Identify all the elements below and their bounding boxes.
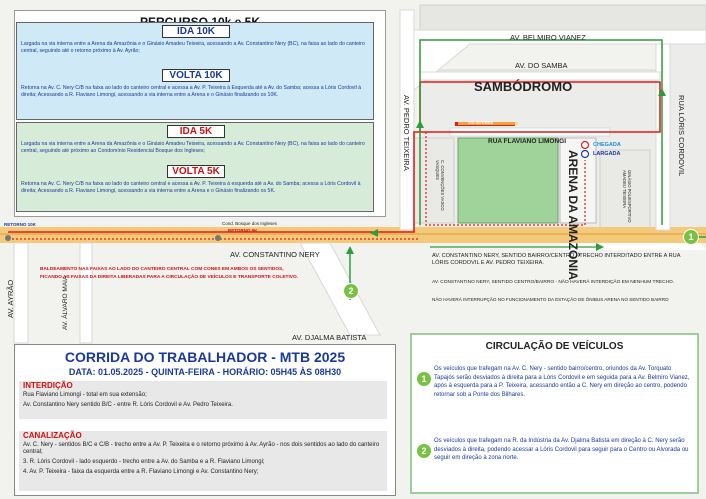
ginasio-label: GINÁSIO POLIESPORTIVO AMADEU TEIXEIRA bbox=[622, 170, 632, 223]
ida-5k-label: IDA 5K bbox=[167, 125, 225, 138]
loris-label: RUA LÓRIS CORDOVIL bbox=[677, 95, 686, 177]
start-marker bbox=[582, 151, 589, 158]
alvaro-label: AV. ÁLVARO MAIA bbox=[62, 275, 69, 330]
alvaro-road bbox=[80, 243, 92, 343]
chegada-label: CHEGADA bbox=[593, 142, 621, 148]
circulation-text-2: Os veículos que trafegam na R. da Indústria da Av. Djalma Batista em direção à C. Nery serão desviados à direita, podendo acessar a Lóris Cordovil para seguir para o Centro ou Alvorada ou seguir em direção à zona norte. bbox=[434, 438, 689, 461]
detour-2-badge: 2 bbox=[343, 283, 359, 299]
belmiro-label: AV. BELMIRO VIANEZ bbox=[510, 33, 586, 42]
detour-1-badge: 1 bbox=[683, 229, 699, 245]
bosque-label: Cond. Bosque dos Ingleses bbox=[222, 221, 278, 226]
circulation-title: CIRCULAÇÃO DE VEÍCULOS bbox=[485, 341, 624, 352]
via-interna-label: VIA INTERNA bbox=[468, 120, 494, 125]
event-panel bbox=[14, 344, 396, 496]
largada-label: LARGADA bbox=[593, 151, 621, 157]
ida-10k-text: Largada na via interna entre a Arena da Amazônia e o Ginásio Amadeu Teixeira, acessando a Av. Constantino Nery (BC), na faixa ao lado do canteiro central, seguindo até o retorno próximo à Av. Ayrão; bbox=[21, 41, 365, 54]
ayrao-label: AV. AYRÃO bbox=[6, 279, 15, 318]
event-title: CORRIDA DO TRABALHADOR - MTB 2025 bbox=[64, 349, 346, 365]
pedro-label: AV. PEDRO TEIXEIRA bbox=[402, 95, 411, 171]
note-no-interruption: AV. CONSTANTINO NERY, SENTIDO CENTRO/BAIRRO - NÃO HAVERÁ INTERDIÇÃO EM NENHUM TRECHO. bbox=[432, 280, 675, 285]
ida-5k-text: Largada na via interna entre a Arena da Amazônia e o Ginásio Amadeu Teixeira, acessando a Av. Constantino Nery (BC), na faixa ao lado do canteiro central, seguindo até próximo ao Condomínio Residencial Bosque dos Ingleses; bbox=[21, 141, 365, 154]
circulation-text-1: Os veículos que trafegam na Av. C. Nery - sentido bairro/centro, oriundos da Av. Torquato Tapajós serão desviados à direita para a Lóris Cordovil e em seguida para a Av. Belmiro Vianez, após à esquerda para a P. Teixeira, acessando então a C. Nery em direção ao centro, podendo retornar sob a Ponte dos Bilhares. bbox=[434, 366, 690, 398]
circulation-badge-1: 1 bbox=[416, 371, 432, 387]
interdicao-section bbox=[19, 381, 387, 419]
canalizacao-item: 4. Av. P. Teixeira - faixa da esquerda entre a R. Flaviano Limongi e Av. Constantino Nery; bbox=[23, 469, 259, 475]
samba-label: AV. DO SAMBA bbox=[515, 61, 568, 70]
djalma-label: AV. DJALMA BATISTA bbox=[292, 333, 367, 342]
canalizacao-item: 3. R. Lóris Cordovil - lado esquerdo - trecho entre a Av. do Samba e a R. Flaviano Limongi; bbox=[23, 459, 265, 465]
retorno-5k-label: RETORNO 5K bbox=[228, 228, 258, 233]
note-baldeamento-2: FICANDO AS FAIXAS DA DIREITA LIBERADAS PARA A CIRCULAÇÃO DE VEÍCULOS E TRANSPORTE COLETIVO. bbox=[40, 275, 299, 280]
ayrao-road bbox=[14, 243, 28, 343]
sambodromo-label: SAMBÓDROMO bbox=[474, 79, 573, 94]
volta-5k-text: Retorna na Av. C. Nery C/B na faixa ao lado do canteiro central e acessa a Av. P. Teixeira à esquerda até a Av. do Samba; acessa a Lóris Cordovil à direita; Acessando a R. Flaviano Limongi, acessando a via interna entre a Arena e o Ginásio finalizando os 5K. bbox=[21, 181, 361, 194]
retorno-10k-marker bbox=[5, 235, 11, 241]
ida-10k-label: IDA 10K bbox=[162, 25, 230, 38]
note-interdicted: AV. CONSTANTINO NERY, SENTIDO BAIRRO/CENTRO - TRECHO INTERDITADO ENTRE A RUA LÓRIS CORDOVIL E AV. PEDRO TEIXEIRA. bbox=[432, 253, 681, 266]
flaviano-label: RUA FLAVIANO LIMONGI bbox=[488, 138, 566, 145]
arena-label: ARENA DA AMAZÔNIA bbox=[566, 150, 580, 280]
interdicao-item: Av. Constantino Nery sentido B/C - entre R. Lóris Cordovil e Av. Pedro Teixeira. bbox=[23, 402, 233, 408]
circulation-panel bbox=[410, 333, 699, 494]
route-5k-box bbox=[16, 122, 374, 212]
volta-5k-label: VOLTA 5K bbox=[167, 165, 225, 178]
constantino-label: AV. CONSTANTINO NERY bbox=[230, 250, 320, 259]
arena-field bbox=[458, 138, 558, 223]
convention-label: C. CONVENÇÕES VASCO VASQUES bbox=[435, 160, 445, 211]
canalizacao-item: Av. C. Nery - sentidos B/C e C/B - trecho entre a Av. P. Teixeira e o retorno próximo à Av. Ayrão - nos dois sentidos ao lado do canteiro central; bbox=[23, 442, 380, 455]
loris-cordovil-road bbox=[656, 30, 670, 230]
interdicao-item: Rua Flaviano Limongi - total em sua extensão; bbox=[23, 392, 147, 398]
route-10k-box bbox=[16, 22, 374, 120]
note-baldeamento: BALDEAMENTO NAS FAIXAS AO LADO DO CANTEIRO CENTRAL COM CONES EM AMBOS OS SENTIDOS, bbox=[40, 267, 284, 272]
interdicao-heading: INTERDIÇÃO bbox=[23, 381, 73, 390]
volta-10k-text: Retorna na Av. C. Nery C/B na faixa ao lado do canteiro central e acessa a Av. P. Teixeira à Esquerda até a Av. do Samba; acessa a Lóris Cordovil à direita; Acessando a R. Flaviano Limongi, acessando a via interna entre a Arena e o Ginásio finalizando os 10K. bbox=[21, 85, 362, 98]
finish-marker bbox=[582, 142, 589, 149]
event-date: DATA: 01.05.2025 - QUINTA-FEIRA - HORÁRIO: 05H45 ÀS 08H30 bbox=[68, 367, 342, 377]
volta-10k-label: VOLTA 10K bbox=[162, 69, 230, 82]
canalizacao-heading: CANALIZAÇÃO bbox=[23, 431, 82, 440]
note-bus: NÃO HAVERÁ INTERRUPÇÃO NO FUNCIONAMENTO DA ESTAÇÃO DE ÔNIBUS ARENA NO SENTIDO BAIRRO bbox=[432, 297, 669, 302]
retorno-10k-label: RETORNO 10K bbox=[4, 222, 36, 227]
canalizacao-section bbox=[19, 431, 387, 491]
retorno-5k-marker bbox=[215, 235, 221, 241]
circulation-badge-2: 2 bbox=[416, 443, 432, 459]
